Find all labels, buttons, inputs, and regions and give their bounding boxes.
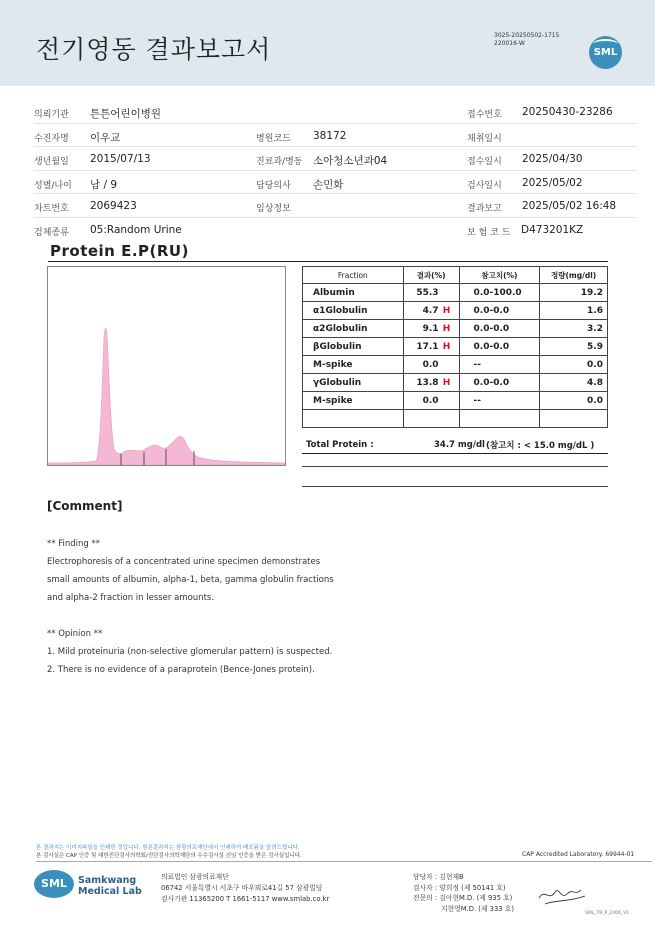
reference-cell: -- <box>459 356 540 374</box>
footer-divider <box>36 861 652 862</box>
table-row <box>303 392 608 410</box>
total-protein-reference: (참고치 : < 15.0 mg/dL ) <box>486 441 595 451</box>
quantity-cell <box>540 410 608 428</box>
brand-line2: Medical Lab <box>78 886 142 897</box>
results-table <box>302 266 608 428</box>
result-value: 17.1 <box>416 341 439 352</box>
info-row <box>34 100 636 124</box>
sex-age-label: 성별/나이 <box>34 180 72 191</box>
info-row <box>34 171 636 195</box>
receipt-date-label: 접수일시 <box>467 157 502 167</box>
address-line: 의료법인 삼광의료재단 <box>161 873 229 881</box>
result-value: 4.7 <box>422 305 439 316</box>
result-cell <box>403 410 459 428</box>
reference-cell: 0.0-0.0 <box>459 320 540 338</box>
electrophoresis-curve <box>48 328 285 465</box>
table-row <box>303 338 608 356</box>
staff-line: 지현영M.D. (제 333 호) <box>441 904 515 913</box>
finding-line: Electrophoresis of a concentrated urine specimen demonstrates <box>47 557 321 567</box>
sml-logo-icon: SML <box>589 36 622 69</box>
total-protein-value: 34.7 mg/dl <box>434 440 485 450</box>
info-row <box>34 124 636 148</box>
clinical-info-label: 임상정보 <box>256 204 291 214</box>
quantity-cell: 4.8 <box>540 374 608 392</box>
fraction-cell: γGlobulin <box>303 374 404 392</box>
reference-cell: 0.0-0.0 <box>459 302 540 320</box>
info-row <box>34 147 636 171</box>
address-line: 검사기관 11365200 T 1661-5117 www.smlab.co.kr <box>161 895 330 903</box>
birth-value: 2015/07/13 <box>90 153 151 165</box>
test-date-label: 검사일시 <box>467 180 502 191</box>
quantity-cell: 1.6 <box>540 302 608 320</box>
sml-footer-logo-icon: SML <box>34 870 74 898</box>
section-title: Protein E.P(RU) <box>50 242 189 260</box>
footer-brand <box>78 875 142 897</box>
high-flag: H <box>442 323 451 334</box>
specimen-value: 05:Random Urine <box>90 223 182 236</box>
report-date-value: 2025/05/02 16:48 <box>522 200 617 212</box>
divider <box>302 466 608 467</box>
footer-address <box>161 872 329 905</box>
electrophoresis-curve-svg <box>48 267 285 465</box>
table-row <box>303 320 608 338</box>
total-protein-label: Total Protein : <box>306 440 374 450</box>
result-value: 55.3 <box>416 287 439 298</box>
sex-age-value: 남 / 9 <box>90 178 118 191</box>
result-cell <box>403 338 459 356</box>
reference-cell: 0.0-0.0 <box>459 338 540 356</box>
disclaimer-print-notice: 본 결과지는 이미지파일을 인쇄한 것입니다. 원본결과지는 삼광의료재단에서 인쇄하여 배포됨을 알려드립니다. <box>36 845 300 851</box>
birth-label: 생년월일 <box>34 157 69 167</box>
staff-line: 전문의 : 김아현M.D. (제 935 호) <box>413 894 513 902</box>
disclaimer-certification: 본 검사실은 CAP 인증 및 대한진단검사의학회/진단검사의학재단의 우수검사실 신임 인증을 받은 검사실입니다. <box>36 853 302 859</box>
result-cell <box>403 284 459 302</box>
column-header-result: 결과(%) <box>403 267 459 284</box>
quantity-cell: 3.2 <box>540 320 608 338</box>
column-header-fraction: Fraction <box>303 267 404 284</box>
high-flag: H <box>442 341 451 352</box>
patient-name-value: 이우교 <box>90 131 121 144</box>
table-row <box>303 302 608 320</box>
column-header-reference: 참고치(%) <box>459 267 540 284</box>
result-value: 0.0 <box>422 395 439 406</box>
section-divider <box>48 261 608 262</box>
table-row <box>303 410 608 428</box>
result-value: 13.8 <box>416 377 439 388</box>
hospital-code-value: 38172 <box>313 129 347 142</box>
finding-line: small amounts of albumin, alpha-1, beta, gamma globulin fractions <box>47 575 334 585</box>
patient-info <box>34 100 636 241</box>
hospital-code-label: 병원코드 <box>256 133 291 144</box>
table-header-row <box>303 267 608 284</box>
quantity-cell: 19.2 <box>540 284 608 302</box>
document-id-line1: 3025-20250502-1715 <box>494 32 560 39</box>
doctor-value: 손민화 <box>313 178 344 191</box>
high-flag: H <box>442 377 451 388</box>
footer-staff <box>413 872 514 914</box>
receipt-no-label: 접수번호 <box>467 110 502 120</box>
result-cell <box>403 356 459 374</box>
result-cell <box>403 320 459 338</box>
chart-no-value: 2069423 <box>90 200 137 212</box>
specimen-label: 검체종류 <box>34 227 69 238</box>
table-row <box>303 374 608 392</box>
staff-line: 검사자 : 양희정 (제 50141 호) <box>413 883 506 892</box>
patient-name-label: 수진자명 <box>34 133 69 144</box>
result-cell <box>403 392 459 410</box>
result-cell <box>403 374 459 392</box>
address-line: 06742 서울특별시 서초구 바우뫼로41길 57 삼광빌딩 <box>161 884 323 892</box>
quantity-cell: 5.9 <box>540 338 608 356</box>
column-header-quantity: 정량(mg/dl) <box>540 267 608 284</box>
reference-cell <box>459 410 540 428</box>
table-body <box>303 284 608 428</box>
report-title: 전기영동 결과보고서 <box>36 35 272 64</box>
document-id <box>494 32 559 48</box>
document-id-line2: 220016-W <box>494 40 525 47</box>
fraction-cell: M-spike <box>303 356 404 374</box>
table-row <box>303 356 608 374</box>
reference-cell: 0.0-0.0 <box>459 374 540 392</box>
cap-accreditation: CAP Accredited Laboratory. 69944-01 <box>522 851 635 858</box>
result-cell <box>403 302 459 320</box>
opinion-line: 1. Mild proteinuria (non-selective glomerular pattern) is suspected. <box>47 647 333 657</box>
receipt-date-value: 2025/04/30 <box>522 153 583 165</box>
quantity-cell: 0.0 <box>540 356 608 374</box>
opinion-heading: ** Opinion ** <box>47 629 103 639</box>
fraction-cell: M-spike <box>303 392 404 410</box>
result-value: 0.0 <box>422 359 439 370</box>
quantity-cell: 0.0 <box>540 392 608 410</box>
table-row <box>303 284 608 302</box>
result-value: 9.1 <box>422 323 439 334</box>
brand-line1: Samkwang <box>78 875 137 886</box>
reference-cell: 0.0-100.0 <box>459 284 540 302</box>
receipt-no-value: 20250430-23286 <box>522 106 613 118</box>
fraction-cell <box>303 410 404 428</box>
signature-icon <box>535 880 595 910</box>
opinion-line: 2. There is no evidence of a paraprotein (Bence-Jones protein). <box>47 665 315 675</box>
comment-title: [Comment] <box>47 499 123 513</box>
chart-no-label: 차트번호 <box>34 204 69 214</box>
collection-date-label: 채취일시 <box>467 133 502 144</box>
info-row <box>34 194 636 218</box>
department-value: 소아청소년과04 <box>313 155 388 167</box>
report-header <box>0 0 655 86</box>
fraction-cell: α2Globulin <box>303 320 404 338</box>
reference-cell: -- <box>459 392 540 410</box>
finding-heading: ** Finding ** <box>47 539 100 549</box>
fraction-cell: Albumin <box>303 284 404 302</box>
institution-label: 의뢰기관 <box>34 110 69 120</box>
info-row <box>34 218 636 242</box>
fraction-cell: βGlobulin <box>303 338 404 356</box>
high-flag: H <box>442 305 451 316</box>
fraction-cell: α1Globulin <box>303 302 404 320</box>
staff-line: 담당자 : 김현재B <box>413 873 464 881</box>
test-date-value: 2025/05/02 <box>522 176 583 189</box>
finding-line: and alpha-2 fraction in lesser amounts. <box>47 593 215 603</box>
insurance-code-value: D473201KZ <box>521 223 584 236</box>
insurance-code-label: 보 험 코 드 <box>467 227 511 238</box>
form-code: SML_TB_P_2406_V1 <box>585 911 630 916</box>
total-protein <box>302 438 608 454</box>
doctor-label: 담당의사 <box>256 180 291 191</box>
electrophoresis-graph <box>47 266 286 466</box>
institution-value: 튼튼어린이병원 <box>90 108 162 120</box>
divider <box>302 486 608 487</box>
department-label: 진료과/병동 <box>256 157 303 167</box>
report-date-label: 결과보고 <box>467 204 502 214</box>
